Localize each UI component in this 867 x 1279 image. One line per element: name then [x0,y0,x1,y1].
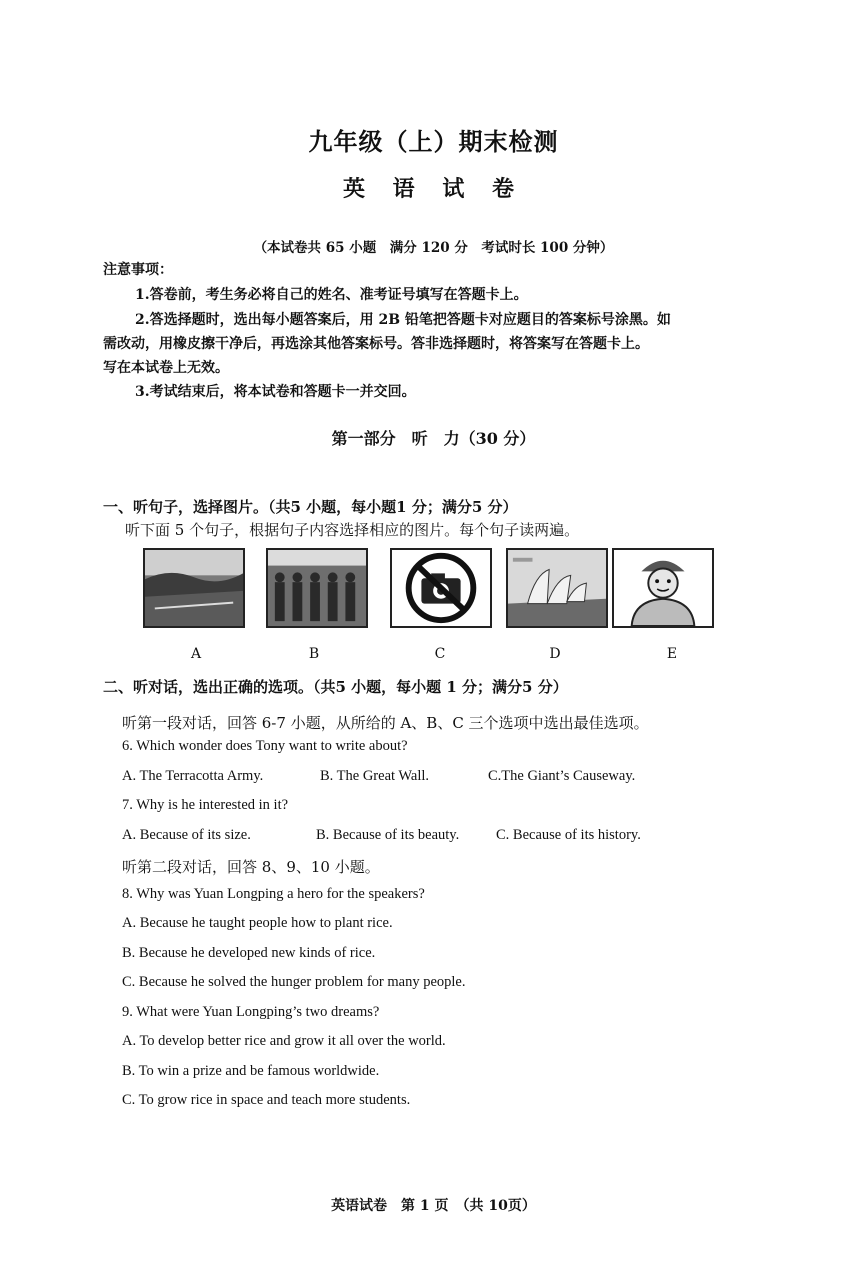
dialog-1-instruction: 听第一段对话，回答 6-7 小题，从所给的 A、B、C 三个选项中选出最佳选项。 [122,714,649,732]
question-7: 7. Why is he interested in it? [122,797,289,813]
exam-title: 九年级（上）期末检测 [308,127,559,156]
question-9: 9. What were Yuan Longping’s two dreams? [122,1004,380,1020]
notice-item-2-line-1: 2.答选择题时，选出每小题答案后，用 2B 铅笔把答题卡对应题目的答案标号涂黑。如 [135,312,671,328]
question-6: 6. Which wonder does Tony want to write about? [122,738,408,754]
question-7-option-b: B. Because of its beauty. [316,827,460,843]
picture-label-a: A [190,646,202,662]
notice-item-2-line-3: 写在本试卷上无效。 [103,360,229,376]
notice-item-3: 3.考试结束后，将本试卷和答题卡一并交回。 [135,384,416,400]
question-7-option-c: C. Because of its history. [496,827,641,843]
question-9-option-a: A. To develop better rice and grow it all over the world. [122,1033,446,1049]
no-camera-icon [392,550,490,626]
person-portrait-icon [614,550,712,626]
picture-a-landscape [143,548,245,628]
question-7-option-a: A. Because of its size. [122,827,251,843]
landscape-icon [145,550,243,626]
picture-e-person [612,548,714,628]
opera-house-icon [508,550,606,626]
section-2-heading: 二、听对话，选出正确的选项。（共5 小题，每小题 1 分；满分5 分） [103,678,568,696]
picture-c-no-camera [390,548,492,628]
notice-item-2-line-2: 需改动，用橡皮擦干净后，再选涂其他答案标号。答非选择题时，将答案写在答题卡上。 [103,336,649,352]
question-8-option-b: B. Because he developed new kinds of rice. [122,945,376,961]
question-6-option-a: A. The Terracotta Army. [122,768,264,784]
picture-d-opera-house [506,548,608,628]
question-6-option-b: B. The Great Wall. [320,768,430,784]
terracotta-army-icon [268,550,366,626]
question-8-option-c: C. Because he solved the hunger problem for many people. [122,974,466,990]
exam-subtitle: 英 语 试 卷 [343,176,524,202]
picture-label-e: E [666,646,678,662]
question-9-option-c: C. To grow rice in space and teach more students. [122,1092,411,1108]
question-9-option-b: B. To win a prize and be famous worldwide. [122,1063,380,1079]
picture-label-b: B [308,646,320,662]
picture-label-d: D [549,646,561,662]
part-1-title: 第一部分 听 力（30 分） [331,429,536,448]
page-footer: 英语试卷 第 1 页 （共 10页） [331,1198,536,1214]
section-1-heading: 一、听句子，选择图片。（共5 小题，每小题1 分；满分5 分） [103,498,518,516]
dialog-2-instruction: 听第二段对话，回答 8、9、10 小题。 [122,858,380,876]
picture-b-terracotta [266,548,368,628]
notice-item-1: 1.答卷前，考生务必将自己的姓名、准考证号填写在答题卡上。 [135,287,528,303]
notice-heading: 注意事项： [103,262,173,278]
exam-meta: （本试卷共 65 小题 满分 120 分 考试时长 100 分钟） [253,240,614,256]
question-6-option-c: C.The Giant’s Causeway. [488,768,636,784]
picture-label-c: C [434,646,446,662]
section-1-instruction: 听下面 5 个句子，根据句子内容选择相应的图片。每个句子读两遍。 [125,521,580,539]
question-8-option-a: A. Because he taught people how to plant rice. [122,915,393,931]
question-8: 8. Why was Yuan Longping a hero for the speakers? [122,886,425,902]
